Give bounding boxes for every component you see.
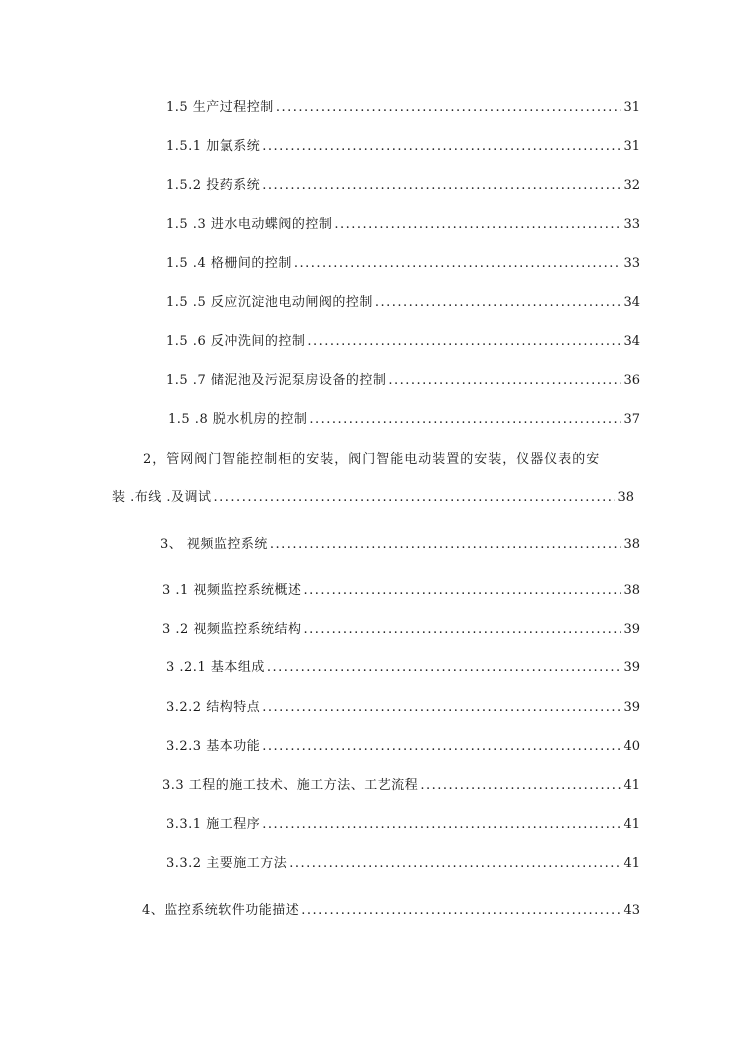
toc-entry-page: 38 — [623, 537, 640, 552]
toc-entry-label: 3.3.1 施工程序 — [166, 817, 261, 832]
toc-entry-page: 37 — [623, 412, 640, 427]
toc-entry-label: 3 .1 视频监控系统概述 — [162, 583, 302, 598]
toc-entry[interactable] — [166, 295, 640, 311]
toc-entry[interactable] — [166, 178, 640, 194]
toc-entry-label: 1.5.2 投药系统 — [166, 178, 261, 193]
toc-entry-page: 36 — [623, 373, 640, 388]
toc-entry-label: 1.5 .8 脱水机房的控制 — [168, 412, 308, 427]
toc-entry-label: 4、监控系统软件功能描述 — [142, 903, 300, 918]
toc-entry-label: 3、 视频监控系统 — [160, 537, 268, 552]
toc-leader-dots — [334, 217, 621, 233]
toc-leader-dots — [289, 856, 621, 872]
toc-entry[interactable] — [166, 739, 640, 755]
toc-leader-dots — [262, 139, 621, 155]
toc-entry-label: 3.2.3 基本功能 — [166, 739, 261, 754]
toc-entry-page: 39 — [623, 700, 640, 715]
toc-leader-dots — [276, 100, 622, 116]
toc-entry-page: 39 — [623, 622, 640, 637]
toc-entry[interactable] — [162, 622, 640, 638]
toc-entry[interactable] — [168, 412, 640, 428]
toc-entry-label: 3 .2 视频监控系统结构 — [162, 622, 302, 637]
toc-entry-page: 41 — [623, 778, 640, 793]
toc-entry-page: 33 — [623, 217, 640, 232]
toc-entry-label: 3.3.2 主要施工方法 — [166, 856, 288, 871]
toc-entry-label: 1.5 .6 反冲洗间的控制 — [166, 334, 306, 349]
toc-leader-dots — [375, 295, 622, 311]
toc-entry[interactable] — [162, 583, 640, 599]
toc-entry-page: 38 — [623, 583, 640, 598]
toc-entry-label: 1.5 .5 反应沉淀池电动闸阀的控制 — [166, 295, 373, 310]
toc-entry-page: 40 — [623, 739, 640, 754]
toc-entry-page: 38 — [617, 490, 634, 505]
toc-entry[interactable] — [166, 217, 640, 233]
toc-leader-dots — [420, 778, 621, 794]
toc-leader-dots — [307, 334, 621, 350]
toc-leader-dots — [303, 622, 621, 638]
toc-leader-dots — [214, 490, 616, 506]
toc-entry-label: 1.5.1 加氯系统 — [166, 139, 261, 154]
toc-entry-page: 34 — [623, 334, 640, 349]
toc-entry[interactable] — [166, 660, 640, 676]
toc-entry-label: 1.5 .3 进水电动蝶阀的控制 — [166, 217, 333, 232]
toc-entry-page: 39 — [623, 660, 640, 675]
toc-entry[interactable] — [142, 903, 640, 919]
toc-entry[interactable] — [166, 817, 640, 833]
toc-leader-dots — [303, 583, 621, 599]
toc-entry-label: 装 .布线 .及调试 — [112, 490, 212, 505]
toc-entry-page: 31 — [623, 139, 640, 154]
toc-entry-label: 3.3 工程的施工技术、施工方法、工艺流程 — [162, 778, 419, 793]
toc-leader-dots — [294, 256, 622, 272]
toc-entry-page: 43 — [623, 903, 640, 918]
toc-entry-page: 32 — [623, 178, 640, 193]
toc-leader-dots — [262, 700, 621, 716]
toc-entry[interactable] — [166, 700, 640, 716]
toc-entry-label: 1.5 .7 储泥池及污泥泵房设备的控制 — [166, 373, 387, 388]
toc-entry-page: 34 — [623, 295, 640, 310]
toc-entry-label: 1.5 .4 格栅间的控制 — [166, 256, 292, 271]
toc-leader-dots — [309, 412, 621, 428]
toc-entry-page: 33 — [623, 256, 640, 271]
toc-leader-dots — [301, 903, 621, 919]
toc-entry[interactable] — [166, 373, 640, 389]
toc-entry-label: 1.5 生产过程控制 — [166, 100, 274, 115]
toc-entry[interactable] — [166, 334, 640, 350]
toc-entry-page: 41 — [623, 856, 640, 871]
toc-entry-label: 3 .2.1 基本组成 — [166, 660, 265, 675]
toc-entry-label: 3.2.2 结构特点 — [166, 700, 261, 715]
toc-leader-dots — [262, 178, 621, 194]
toc-entry[interactable] — [166, 256, 640, 272]
toc-leader-dots — [388, 373, 621, 389]
toc-leader-dots — [262, 739, 621, 755]
toc-entry[interactable] — [160, 537, 640, 553]
toc-leader-dots — [270, 537, 622, 553]
toc-entry[interactable] — [166, 856, 640, 872]
toc-entry-page: 31 — [623, 100, 640, 115]
toc-entry[interactable] — [166, 139, 640, 155]
toc-leader-dots — [267, 660, 622, 676]
toc-entry-wrapped-line[interactable]: 2，管网阀门智能控制柜的安装，阀门智能电动装置的安装，仪器仪表的安 — [143, 452, 601, 467]
toc-entry[interactable] — [112, 490, 634, 506]
toc-leader-dots — [262, 817, 621, 833]
toc-entry[interactable] — [162, 778, 640, 794]
toc-entry[interactable] — [166, 100, 640, 116]
toc-entry-page: 41 — [623, 817, 640, 832]
